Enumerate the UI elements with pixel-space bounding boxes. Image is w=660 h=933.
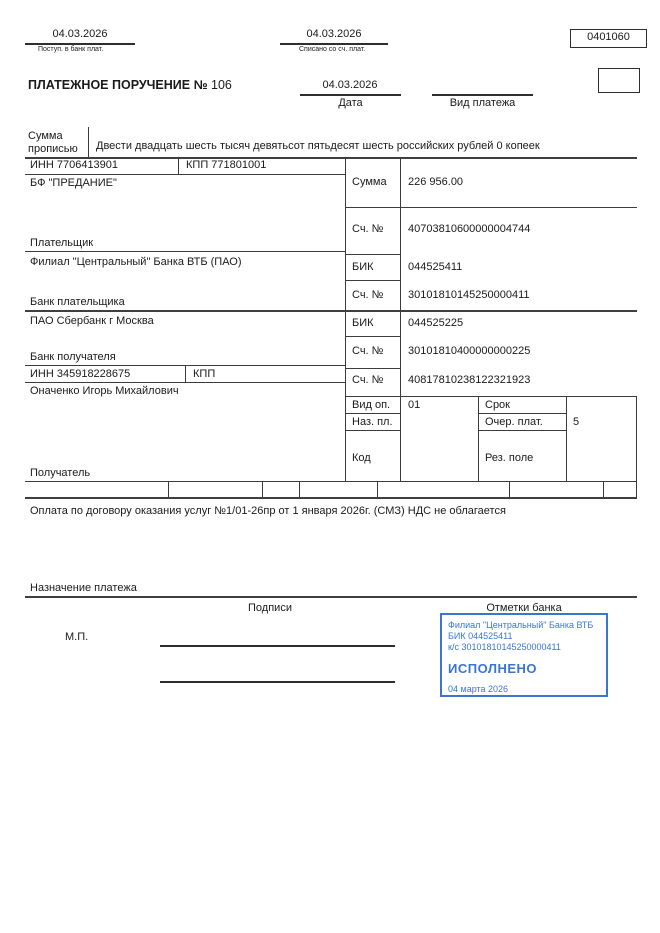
table-col-divider-left: [345, 157, 346, 481]
tax-row-right-border: [636, 481, 637, 497]
table-bottom-border: [25, 497, 637, 499]
stamp-bank-name: Филиал "Центральный" Банка ВТБ: [448, 620, 594, 630]
payer-bank-name: Филиал "Центральный" Банка ВТБ (ПАО): [30, 256, 242, 268]
op-grid-top-border: [345, 396, 637, 397]
tax-row-divider-3: [299, 481, 300, 497]
bank-execution-stamp: [440, 613, 608, 697]
payee-underline: [25, 481, 637, 482]
op-type-value: 01: [408, 399, 421, 411]
priority-value: 5: [573, 416, 580, 428]
priority-label: Очер. плат.: [485, 416, 543, 428]
op-grid-divider-2: [566, 396, 567, 481]
code-label: Код: [352, 452, 371, 464]
payee-bank-name: ПАО Сбербанк г Москва: [30, 315, 154, 327]
stamp-bik: БИК 044525411: [448, 631, 513, 641]
payee-inn-kpp-divider: [185, 365, 186, 382]
op-row1-divider-right: [478, 413, 566, 414]
op-row2-divider-left: [345, 430, 400, 431]
payee-bank-bik-value: 044525225: [408, 317, 464, 329]
stamp-status: ИСПОЛНЕНО: [448, 661, 538, 676]
signatures-label: Подписи: [248, 602, 292, 614]
amount-words-label: Сумма прописью: [28, 130, 78, 155]
payer-bank-bik-label: БИК: [352, 261, 374, 273]
reserve-field-label: Рез. поле: [485, 452, 534, 464]
payer-bank-label: Банк плательщика: [30, 296, 125, 308]
document-date: 04.03.2026: [322, 79, 378, 91]
tax-row-divider-5: [509, 481, 510, 497]
tax-row-divider-6: [603, 481, 604, 497]
bank-marks-label: Отметки банка: [486, 602, 562, 614]
op-grid-divider-1: [478, 396, 479, 481]
payer-label: Плательщик: [30, 237, 94, 249]
payee-bank-bik-label: БИК: [352, 317, 374, 329]
form-code-box: 0401060: [570, 29, 647, 48]
payer-inn-kpp-divider: [178, 157, 179, 174]
amount-row-divider: [345, 207, 637, 208]
payee-inn: ИНН 345918228675: [30, 368, 131, 380]
payer-underline: [25, 251, 345, 252]
label-cell-divider-4: [345, 368, 400, 369]
op-type-label: Вид оп.: [352, 399, 391, 411]
date-underline: [300, 94, 401, 96]
payer-inn: ИНН 7706413901: [30, 159, 119, 171]
purpose-code-label: Наз. пл.: [352, 416, 393, 428]
debited-from-account-date: 04.03.2026: [306, 28, 362, 40]
date-label: Дата: [338, 97, 363, 109]
payee-account-value: 40817810238122321923: [408, 374, 531, 386]
payee-bank-label: Банк получателя: [30, 351, 116, 363]
payer-kpp: КПП 771801001: [186, 159, 267, 171]
amount-in-words: Двести двадцать шесть тысяч девятьсот пятьдесят шесть российских рублей 0 копеек: [96, 140, 540, 152]
received-in-bank-label: Поступ. в банк плат.: [38, 46, 104, 53]
stamp-date: 04 марта 2026: [448, 684, 509, 694]
label-cell-divider-3: [345, 336, 400, 337]
debited-from-account-label: Списано со сч. плат.: [299, 46, 366, 53]
received-in-bank-date: 04.03.2026: [52, 28, 108, 40]
payer-account-value: 40703810600000004744: [408, 223, 531, 235]
payer-bank-account-label: Сч. №: [352, 289, 384, 301]
op-row1-divider-left: [345, 413, 400, 414]
tax-row-divider-2: [262, 481, 263, 497]
payee-kpp: КПП: [193, 368, 216, 380]
payment-purpose-label: Назначение платежа: [30, 582, 137, 594]
document-title: [28, 79, 232, 92]
purpose-bottom-border: [25, 596, 637, 598]
signature-line-1: [160, 645, 395, 647]
payee-label: Получатель: [30, 467, 91, 479]
op-row2-divider-right: [478, 430, 566, 431]
table-col-divider-right: [400, 157, 401, 481]
payer-name: БФ "ПРЕДАНИЕ": [30, 177, 117, 189]
op-grid-right-border: [636, 396, 637, 481]
document-number: 106: [211, 78, 232, 92]
tax-row-divider-1: [168, 481, 169, 497]
payer-inn-underline: [25, 174, 345, 175]
payee-account-label: Сч. №: [352, 374, 384, 386]
title-text: ПЛАТЕЖНОЕ ПОРУЧЕНИЕ №: [28, 78, 208, 92]
payer-bank-account-value: 30101810145250000411: [408, 289, 530, 301]
label-cell-divider-1: [345, 254, 400, 255]
label-cell-divider-2: [345, 280, 400, 281]
payee-bank-account-value: 30101810400000000225: [408, 345, 531, 357]
payer-bank-bik-value: 044525411: [408, 261, 463, 273]
signature-line-2: [160, 681, 395, 683]
priority-box-empty: [598, 68, 640, 93]
payment-type-underline: [432, 94, 533, 96]
term-label: Срок: [485, 399, 510, 411]
payment-type-label: Вид платежа: [449, 97, 516, 109]
payee-inn-underline: [25, 382, 345, 383]
amount-value: 226 956.00: [408, 176, 464, 188]
amount-label: Сумма: [352, 176, 387, 188]
payee-bank-account-label: Сч. №: [352, 345, 384, 357]
debited-date-underline: [280, 43, 388, 45]
payment-purpose-text: Оплата по договору оказания услуг №1/01-26пр от 1 января 2026г. (СМЗ) НДС не облагается: [30, 505, 506, 517]
payee-name: Оначенко Игорь Михайлович: [30, 385, 179, 397]
amount-words-divider: [88, 127, 89, 157]
stamp-place-label: М.П.: [65, 631, 89, 643]
stamp-corr-account: к/с 30101810145250000411: [448, 642, 561, 652]
received-date-underline: [25, 43, 135, 45]
payer-bank-bottom-border: [25, 310, 637, 312]
payer-account-label: Сч. №: [352, 223, 384, 235]
tax-row-divider-4: [377, 481, 378, 497]
